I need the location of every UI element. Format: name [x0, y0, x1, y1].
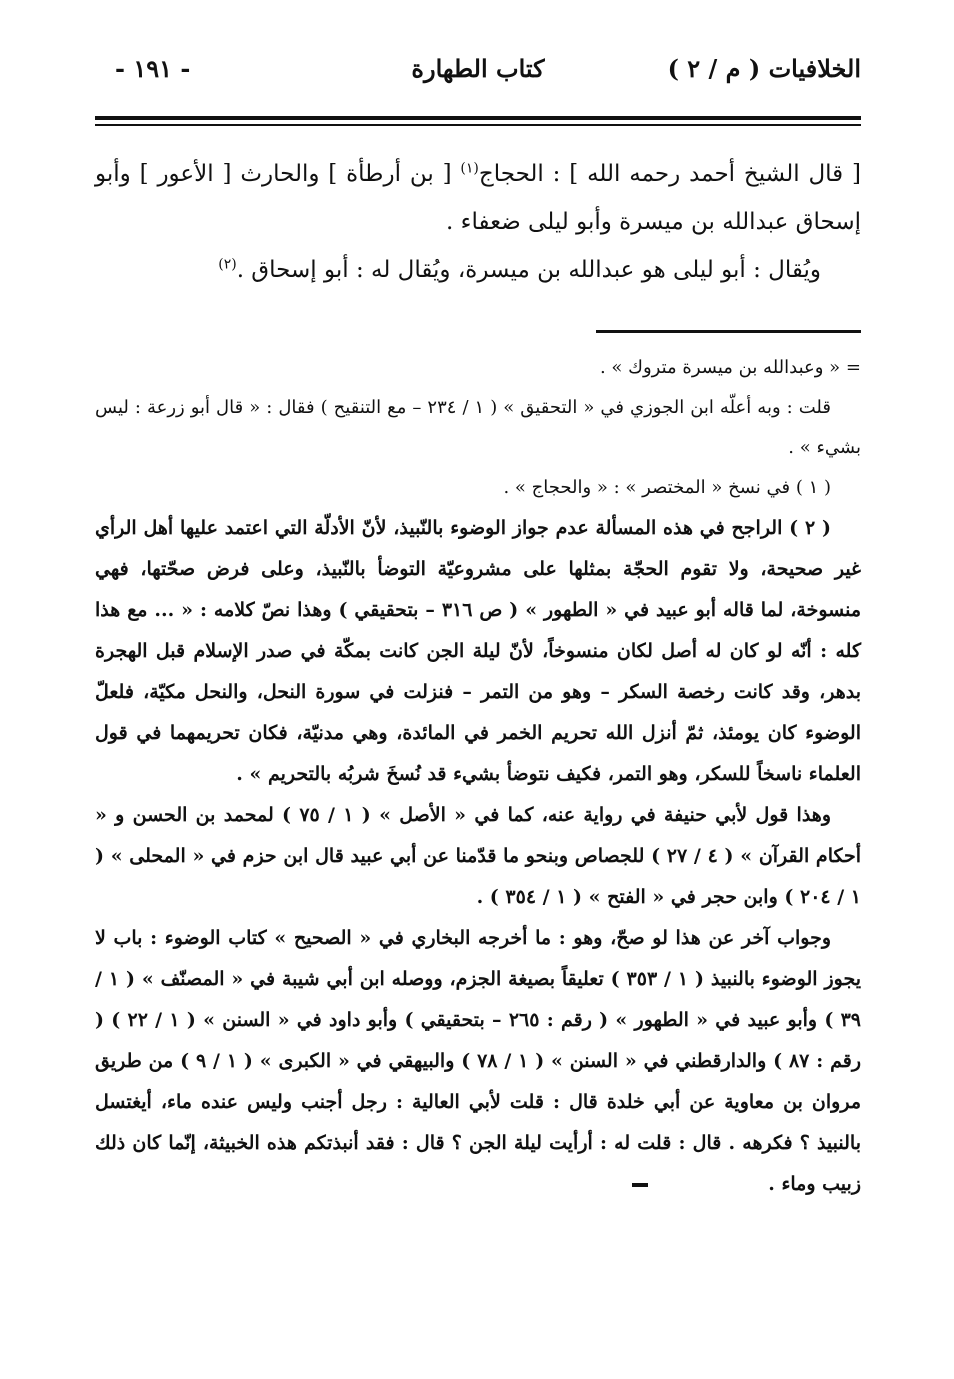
footnote-2-paragraph: ( ٢ ) الراجح في هذه المسألة عدم جواز الوضوء بالنّبيذ، لأنّ الأدلّة التي اعتمد عليها أهل الرأي غير صحيحة، ولا تقوم الحجّة بمثلها على مشروعيّة التوضأ بالنّبيذ، وعلى فرض صحّتها، فهي منسوخة، لما قاله أبو عبيد في « الطهور » ( ص ٣١٦ – بتحقيقي ) وهذا نصّ كلامه : « ... مع هذا كله : أنّه لو كان له أصل لكان منسوخاً، لأنّ ليلة الجن كانت بمكّة في صدر الإسلام قبل الهجرة بدهر، وقد كانت رخصة السكر – وهو من التمر – فنزلت في سورة النحل، والنحل مكيّة، فلعلّ الوضوء كان يومئذ، ثمّ أنزل الله تحريم الخمر في المائدة، وهي مدنيّة، فكان تحريمهما في قول العلماء ناسخاً للسكر، وهو التمر، فكيف نتوضأ بشيء قد نُسخَ شربُه بالتحريم » . [95, 517, 861, 785]
running-chapter-title: كتاب الطهارة [411, 54, 545, 83]
main-paragraph-text: [ بن أرطأة ] والحارث [ الأعور ] وأبو إسحاق عبدالله بن ميسرة وأبو ليلى ضعفاء . [95, 161, 861, 235]
main-text [95, 150, 861, 294]
footnote-2-paragraph [95, 918, 861, 1205]
footnote-1: ( ١ ) في نسخ « المختصر » : « والحجاج » . [503, 477, 831, 498]
main-paragraph-text: ويُقال : أبو ليلى هو عبدالله بن ميسرة، ويُقال له : أبو إسحاق . [236, 257, 821, 283]
footnote-continuation: قلت : وبه أعلّه ابن الجوزي في « التحقيق » ( ١ / ٢٣٤ – مع التنقيح ) فقال : « قال أبو زرعة : ليس بشيء » . [95, 397, 861, 458]
page-header [95, 48, 861, 92]
page-number: - ١٩١ - [115, 54, 191, 83]
footnote-ref: (١) [460, 160, 479, 177]
footnote-2-paragraph: وهذا قول لأبي حنيفة في رواية عنه، كما في « الأصل » ( ١ / ٧٥ ) لمحمد بن الحسن و « أحكام القرآن » ( ٤ / ٢٧ ) للجصاص وبنحو ما قدّمنا عن أبي عبيد قال ابن حزم في « المحلى » ( ١ / ٢٠٤ ) وابن حجر في « الفتح » ( ١ / ٣٥٤ ) . [95, 804, 862, 908]
header-rule-thin [95, 124, 861, 126]
footnotes [95, 348, 861, 1205]
main-paragraph [95, 150, 861, 246]
footnote-continuation: = « وعبدالله بن ميسرة متروك » . [599, 357, 861, 378]
header-rule-thick [95, 116, 861, 120]
footnote-2-text: وجواب آخر عن هذا لو صحّ، وهو : ما أخرجه البخاري في « الصحيح » كتاب الوضوء : باب لا يجوز الوضوء بالنبيذ ( ١ / ٣٥٣ ) تعليقاً بصيغة الجزم، ووصله ابن أبي شيبة في « المصنّف » ( ١ / ٣٩ ) وأبو عبيد في « الطهور » ( رقم : ٢٦٥ – بتحقيقي ) وأبو داود في « السنن » ( ١ / ٢٢ ) ( رقم : ٨٧ ) والدارقطني في « السنن » ( ١ / ٧٨ ) والبيهقي في « الكبرى » ( ١ / ٩ ) من طريق مروان بن معاوية عن أبي خلدة قال : قلت لأبي العالية : رجل أجنب وليس عنده ماء، أيغتسل بالنبيذ ؟ فكرهه . قال : قلت له : أرأيت ليلة الجن ؟ قال : فقد أنبذتكم هذه الخبيثة، إنّما كان ذلك زبيب وماء . [95, 927, 862, 1195]
main-paragraph [95, 246, 861, 294]
footnote-separator [596, 330, 861, 333]
footnote-ref: (٢) [218, 256, 237, 273]
running-book-title: الخلافيات ( م / ٢ ) [667, 54, 861, 83]
main-paragraph-text: [ قال الشيخ أحمد رحمه الله ] : الحجاج [478, 161, 861, 187]
continuation-mark [632, 1183, 648, 1187]
